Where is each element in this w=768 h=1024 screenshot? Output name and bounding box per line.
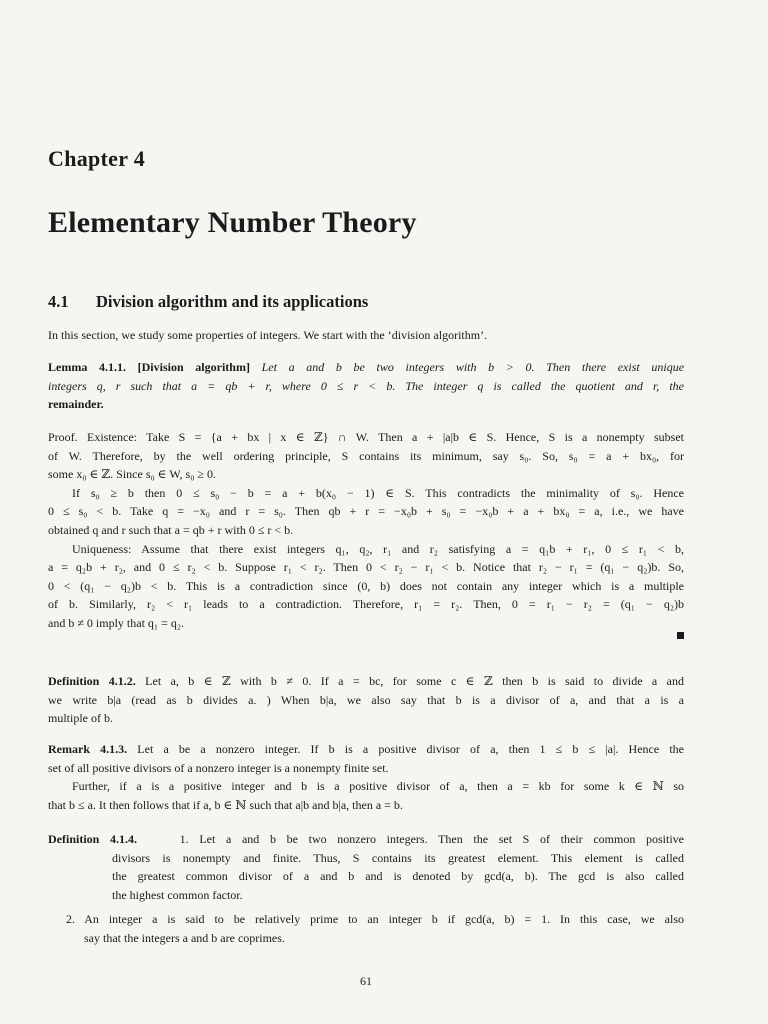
remark-line: Further, if a is a positive integer and b is a positive divisor of a, then a = kb for some k ∈ ℕ so — [72, 779, 684, 794]
lemma-line: integers q, r such that a = qb + r, where 0 ≤ r < b. The integer q is called the quotient and r, the — [48, 378, 684, 393]
proof-block — [48, 428, 684, 633]
definition-line — [48, 830, 684, 849]
proof-line: and b ≠ 0 imply that q₁ = q₂. — [48, 615, 185, 630]
proof-line: 0 ≤ s₀ < b. Take q = −x₀ and r = s₀. Then qb + r = −x₀b + s₀ = −x₀b + a + bx₀ = a, i.e., we have — [48, 504, 684, 519]
definition-line: 2. An integer a is said to be relatively prime to an integer b if gcd(a, b) = 1. In this case, we also — [66, 912, 684, 927]
definition-label: Definition 4.1.2. — [48, 674, 136, 688]
proof-line: obtained q and r such that a = qb + r with 0 ≤ r < b. — [48, 522, 294, 537]
definition-line: divisors is nonempty and finite. Thus, S contains its greatest element. This element is called — [112, 850, 684, 865]
chapter-label: Chapter 4 — [48, 146, 146, 171]
remark-4-1-3 — [48, 740, 684, 814]
intro-paragraph — [48, 326, 684, 345]
definition-line: multiple of b. — [48, 711, 113, 726]
proof-line: 0 < (q₁ − q₂)b < b. This is a contradiction since (0, b) does not contain any integer which is a multiple — [48, 578, 684, 593]
remark-line — [48, 740, 684, 759]
definition-4-1-2 — [48, 672, 684, 728]
definition-line: the highest common factor. — [112, 887, 243, 902]
lemma-label: Lemma 4.1.1. — [48, 360, 126, 374]
page-number: 61 — [360, 974, 372, 988]
proof-line: Proof. Existence: Take S = {a + bx | x ∈ ℤ} ∩ W. Then a + |a|b ∈ S. Hence, S is a nonempty subset — [48, 430, 684, 444]
intro-line: In this section, we study some properties of integers. We start with the ‘division algorithm’. — [48, 328, 488, 342]
qed-square-icon — [677, 632, 684, 639]
proof-line: If s₀ ≥ b then 0 ≤ s₀ − b = a + b(x₀ − 1) ∈ S. This contradicts the minimality of s₀. Hence — [72, 485, 684, 500]
remark-line: set of all positive divisors of a nonzero integer is a nonempty finite set. — [48, 760, 389, 775]
section-heading — [48, 292, 368, 312]
proof-line: of b. Similarly, r₂ < r₁ leads to a contradiction. Therefore, r₁ = r₂. Then, 0 = r₁ − r₂ = (q₁ − q₂)b — [48, 597, 684, 612]
proof-line: of W. Therefore, by the well ordering principle, S contains its minimum, say s₀. So, s₀ = a + bx₀, for — [48, 448, 684, 463]
proof-line: a = q₂b + r₂, and 0 ≤ r₂ < b. Suppose r₁ < r₂. Then 0 < r₂ − r₁ < b. Notice that r₂ − r₁ = (q₁ − q₂)b. So, — [48, 560, 684, 575]
lemma-4-1-1 — [48, 358, 684, 414]
definition-4-1-4 — [48, 830, 684, 948]
definition-text: Let a, b ∈ ℤ with b ≠ 0. If a = bc, for some c ∈ ℤ then b is said to divide a and — [145, 674, 684, 688]
proof-line: some x₀ ∈ ℤ. Since s₀ ∈ W, s₀ ≥ 0. — [48, 467, 216, 482]
section-number: 4.1 — [48, 292, 69, 311]
definition-item-text: 1. Let a and b be two nonzero integers. Then the set S of their common positive — [179, 832, 684, 846]
remark-label: Remark 4.1.3. — [48, 742, 128, 756]
remark-line: that b ≤ a. It then follows that if a, b ∈ ℕ such that a|b and b|a, then a = b. — [48, 797, 403, 812]
section-title: Division algorithm and its applications — [96, 292, 369, 311]
lemma-name: [Division algorithm] — [137, 360, 250, 374]
lemma-text: Let a and b be two integers with b > 0. Then there exist unique — [261, 360, 684, 374]
proof-line: Uniqueness: Assume that there exist integers q₁, q₂, r₁ and r₂ satisfying a = q₁b + r₁, 0 ≤ r₁ < b, — [72, 541, 684, 556]
definition-line: say that the integers a and b are coprimes. — [84, 930, 285, 945]
remark-text: Let a be a nonzero integer. If b is a positive divisor of a, then 1 ≤ b ≤ |a|. Hence the — [137, 742, 684, 756]
lemma-line: remainder. — [48, 397, 104, 412]
definition-line — [48, 672, 684, 691]
definition-line: the greatest common divisor of a and b and is denoted by gcd(a, b). The gcd is also called — [112, 869, 684, 884]
definition-label: Definition 4.1.4. — [48, 832, 137, 846]
chapter-title: Elementary Number Theory — [48, 206, 417, 239]
definition-line: we write b|a (read as b divides a. ) When b|a, we also say that b is a divisor of a, and that a is a — [48, 692, 684, 707]
lemma-line — [48, 358, 684, 377]
